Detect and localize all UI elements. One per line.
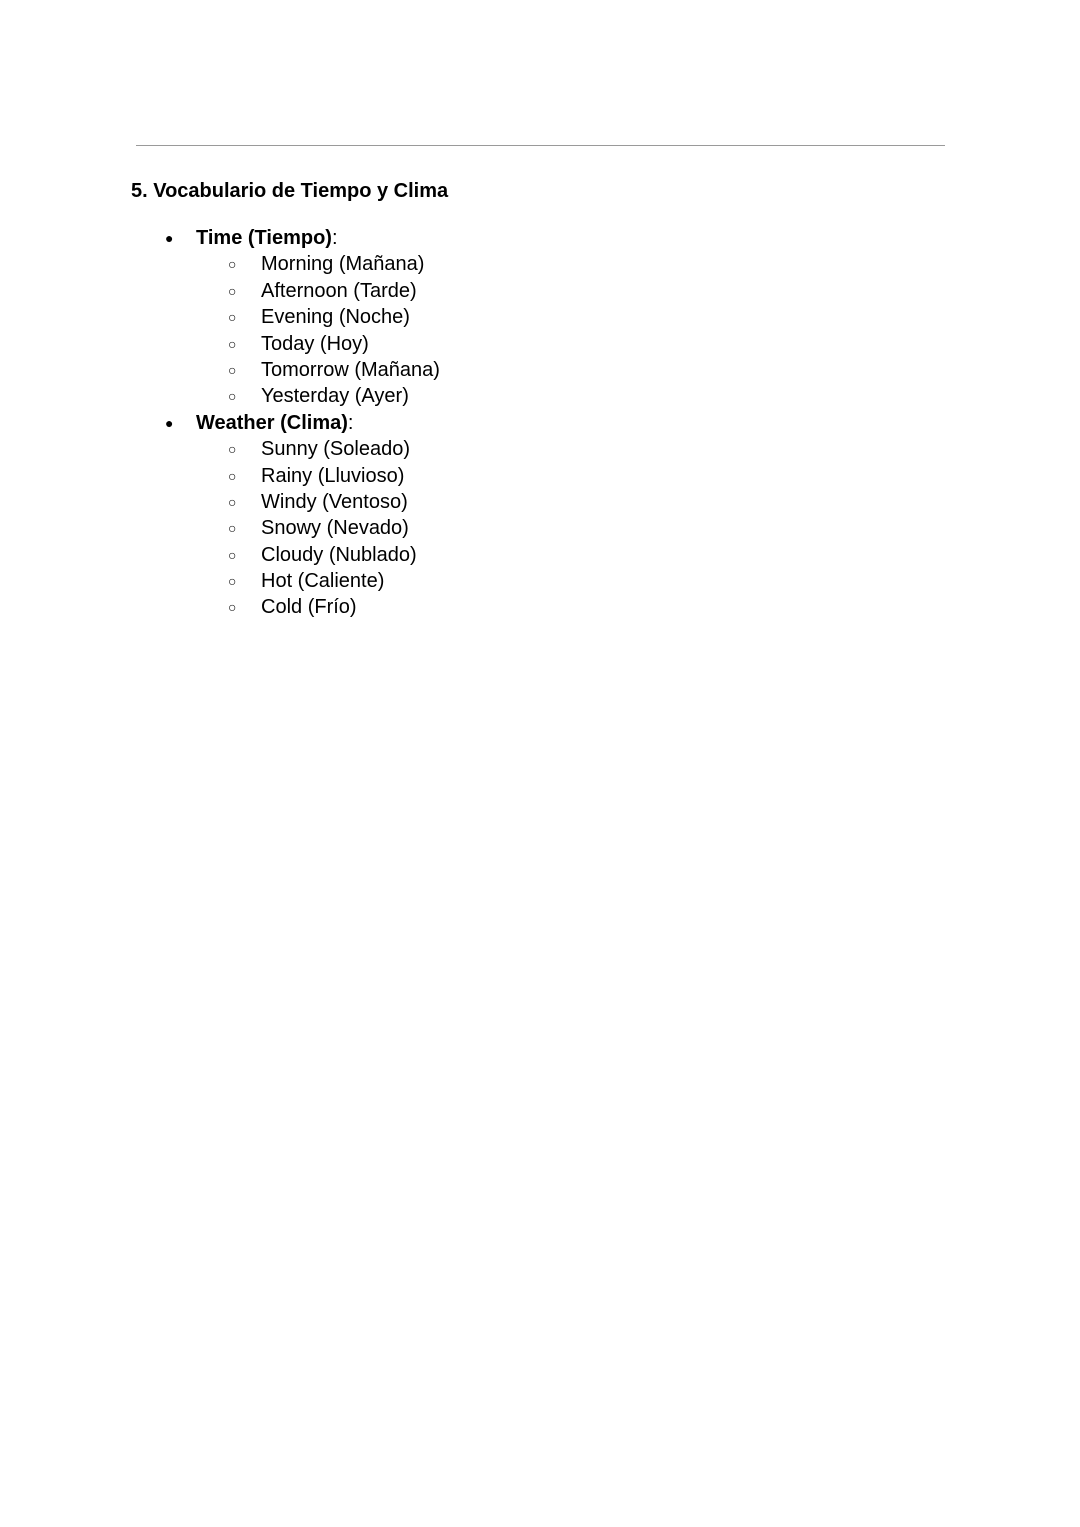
- list-item: [0, 489, 700, 515]
- hollow-bullet-icon: ○: [228, 573, 237, 590]
- group-label-colon: :: [331, 227, 338, 249]
- term-text: Rainy (Lluvioso): [261, 464, 405, 487]
- hollow-bullet-icon: ○: [228, 467, 237, 484]
- term-text: Cloudy (Nublado): [261, 543, 417, 566]
- hollow-bullet-icon: ○: [228, 493, 237, 510]
- filled-bullet-icon: ●: [165, 414, 174, 431]
- group-label-colon: :: [347, 411, 354, 434]
- term-text: Morning (Mañana): [261, 253, 425, 276]
- term-text: Snowy (Nevado): [261, 517, 409, 540]
- vocabulary-group-weather: [0, 410, 700, 621]
- group-label: Time (Tiempo): [196, 227, 332, 249]
- hollow-bullet-icon: ○: [228, 546, 237, 563]
- group-label: Weather (Clima): [196, 411, 348, 434]
- term-text: Windy (Ventoso): [261, 490, 408, 513]
- list-item: [0, 304, 700, 330]
- hollow-bullet-icon: ○: [228, 282, 237, 299]
- hollow-bullet-icon: ○: [228, 256, 237, 273]
- term-text: Hot (Caliente): [261, 570, 385, 593]
- list-item: [0, 542, 700, 568]
- list-item: [0, 331, 700, 357]
- vocabulary-list: [0, 225, 700, 621]
- horizontal-divider: [136, 145, 945, 146]
- term-text: Tomorrow (Mañana): [261, 358, 440, 381]
- term-text: Afternoon (Tarde): [261, 279, 417, 302]
- list-item: [0, 383, 700, 409]
- list-item: [0, 515, 700, 541]
- list-item: [0, 594, 700, 620]
- list-item: [0, 357, 700, 383]
- hollow-bullet-icon: ○: [228, 361, 237, 378]
- list-item: [0, 436, 700, 462]
- hollow-bullet-icon: ○: [228, 335, 237, 352]
- list-item: [0, 251, 700, 277]
- vocabulary-group-time: [0, 225, 700, 410]
- time-terms-list: [0, 251, 700, 409]
- term-text: Evening (Noche): [261, 306, 410, 329]
- list-item: [0, 463, 700, 489]
- section-heading: 5. Vocabulario de Tiempo y Clima: [131, 180, 449, 202]
- list-item: [0, 568, 700, 594]
- hollow-bullet-icon: ○: [228, 388, 237, 405]
- hollow-bullet-icon: ○: [228, 599, 237, 616]
- hollow-bullet-icon: ○: [228, 309, 237, 326]
- hollow-bullet-icon: ○: [228, 520, 237, 537]
- list-item: [0, 278, 700, 304]
- weather-terms-list: [0, 436, 700, 621]
- term-text: Sunny (Soleado): [261, 438, 410, 461]
- term-text: Yesterday (Ayer): [261, 385, 409, 408]
- hollow-bullet-icon: ○: [228, 441, 237, 458]
- filled-bullet-icon: ●: [165, 230, 174, 246]
- term-text: Today (Hoy): [261, 332, 369, 355]
- term-text: Cold (Frío): [261, 596, 357, 619]
